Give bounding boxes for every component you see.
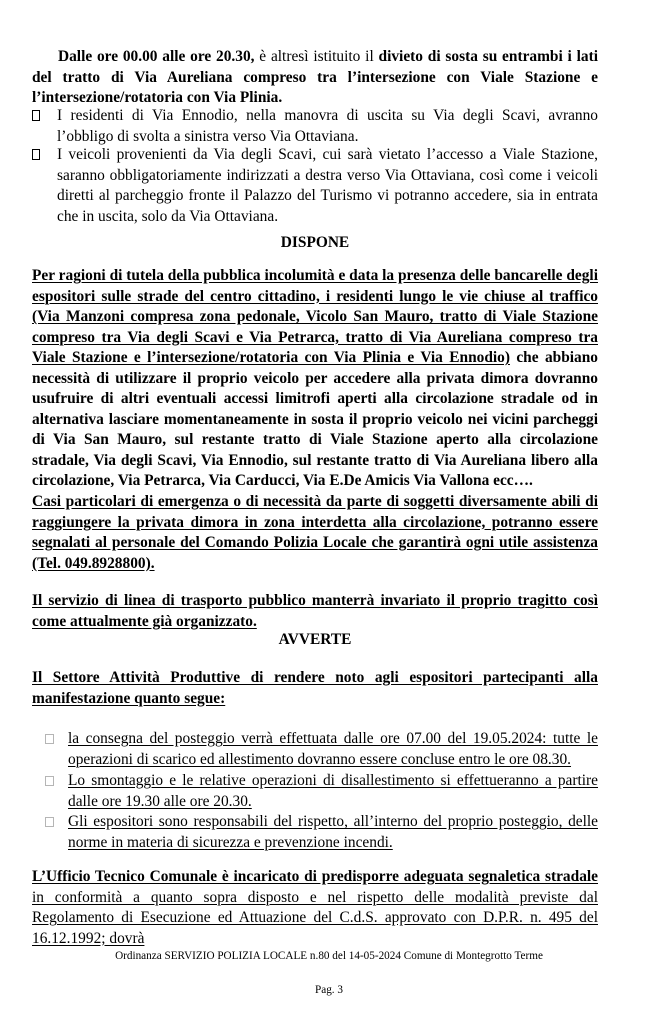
list-item	[40, 771, 598, 812]
list-item-text: I veicoli provenienti da Via degli Scavi, cui sarà vietato l’accesso a Viale Stazione, saranno obbligatoriamente indirizzati a destra verso Via Ottaviana, così come i veicoli diretti al parcheggio fronte il Palazzo del Turismo vi potranno accedere, sia in entrata che in uscita, solo da Via Ottaviana.	[57, 146, 598, 225]
list-item	[40, 729, 598, 770]
avverte-paragraph: Il Settore Attività Produttive di rendere noto agli espositori partecipanti alla manifestazione quanto segue:	[32, 669, 598, 707]
ufficio-bold-text: L’Ufficio Tecnico Comunale è incaricato di predisporre adeguata segnaletica stradale	[32, 868, 598, 885]
intro-mid: è altresì istituito il	[254, 48, 379, 65]
bullet-square-icon	[45, 817, 54, 827]
ufficio-rest-text: in conformità a quanto sopra disposto e nel rispetto delle modalità previste dal Regolamento di Esecuzione ed Attuazione del C.d.S. approvato con D.P.R. n. 495 del 16.12.1992; dovrà	[32, 888, 598, 947]
emergency-paragraph: Casi particolari di emergenza o di necessità da parte di soggetti diversamente abili di raggiungere la privata dimora in zona interdetta alla circolazione, potranno essere segnalati al personale del Comando Polizia Locale che garantirà ogni utile assistenza (Tel. 049.8928800).	[32, 493, 598, 572]
footer-ordinance: Ordinanza SERVIZIO POLIZIA LOCALE n.80 del 14-05-2024 Comune di Montegrotto Terme	[115, 950, 543, 962]
transport-paragraph: Il servizio di linea di trasporto pubblico manterrà invariato il proprio tragitto così come attualmente già organizzato.	[32, 592, 598, 630]
list-item-text: Lo smontaggio e le relative operazioni di disallestimento si effettueranno a partire dalle ore 19.30 alle ore 20.30.	[68, 772, 598, 810]
list-item-text: I residenti di Via Ennodio, nella manovra di uscita su Via degli Scavi, avranno l’obbligo di svolta a sinistra verso Via Ottaviana.	[57, 107, 598, 145]
list-item	[40, 812, 598, 853]
intro-prohibition: divieto di sosta su entrambi i lati del tratto di Via Aureliana compreso tra l’intersezione con Viale Stazione e l’intersezione/rotatoria con Via Plinia.	[32, 48, 598, 106]
dispone-rest-text: che abbiano necessità di utilizzare il proprio veicolo per accedere alla privata dimora dovranno usufruire di altri eventuali accessi limitrofi aperti alla circolazione stradale od in alternativa lasciare momentaneamente in sosta il proprio veicolo nei vicini parcheggi di Via San Mauro, sul restante tratto di Viale Stazione aperto alla circolazione stradale, Via degli Scavi, Via Ennodio, sul restante tratto di Via Aureliana libero alla circolazione, Via Petrarca, Via Carducci, Via E.De Amicis Via Vallona ecc….	[32, 349, 598, 489]
intro-paragraph	[32, 47, 598, 109]
list-item	[32, 145, 598, 227]
bullet-box-icon	[32, 149, 40, 160]
dispone-underlined-text: Per ragioni di tutela della pubblica incolumità e data la presenza delle bancarelle degli espositori sulle strade del centro cittadino, i residenti lungo le vie chiuse al traffico (Via Manzoni compresa zona pedonale, Vicolo San Mauro, tratto di Viale Stazione compreso tra Via degli Scavi e Via Petrarca, tratto di Via Aureliana compreso tra Viale Stazione e l’intersezione/rotatoria con Via Plinia e Via Ennodio)	[32, 267, 598, 366]
dispone-heading: DISPONE	[280, 234, 350, 251]
page-number: Pag. 3	[315, 984, 343, 996]
bullet-square-icon	[45, 776, 54, 786]
bullet-box-icon	[32, 110, 40, 121]
dispone-paragraph	[32, 266, 598, 492]
list-item-text: Gli espositori sono responsabili del rispetto, all’interno del proprio posteggio, delle norme in materia di sicurezza e prevenzione incendi.	[68, 813, 598, 851]
bullet-square-icon	[45, 734, 54, 744]
list-item-text: la consegna del posteggio verrà effettuata dalle ore 07.00 del 19.05.2024: tutte le operazioni di scarico ed allestimento dovranno essere concluse entro le ore 08.30.	[68, 730, 598, 768]
intro-time: Dalle ore 00.00 alle ore 20.30,	[58, 48, 255, 65]
avverte-heading: AVVERTE	[278, 631, 352, 648]
list-item	[32, 106, 598, 147]
ufficio-paragraph	[32, 867, 598, 949]
